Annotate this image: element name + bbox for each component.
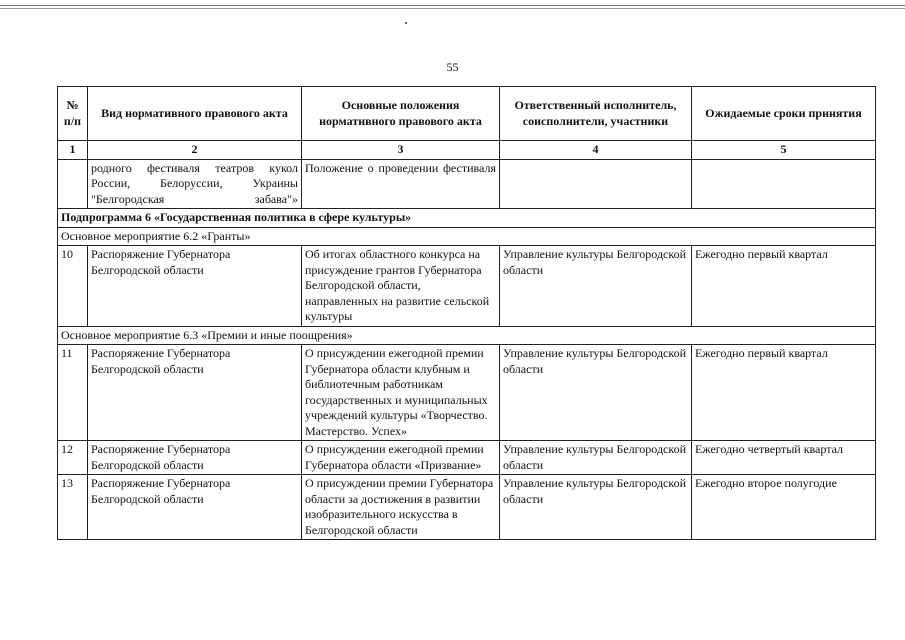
row-timeline: Ежегодно первый квартал bbox=[692, 345, 876, 441]
continuation-provisions: Положение о проведении фестиваля bbox=[302, 159, 500, 209]
header-act-type: Вид нормативного правового акта bbox=[88, 87, 302, 141]
row-act-type: Распоряжение Губернатора Белгородской области bbox=[88, 475, 302, 540]
row-provisions: Об итогах областного конкурса на присуждение грантов Губернатора Белгородской области, направленных на развитие сельской культуры bbox=[302, 246, 500, 327]
column-number: 3 bbox=[302, 141, 500, 160]
row-timeline: Ежегодно второе полугодие bbox=[692, 475, 876, 540]
continuation-number bbox=[58, 159, 88, 209]
column-number: 1 bbox=[58, 141, 88, 160]
header-provisions: Основные положения нормативного правового акта bbox=[302, 87, 500, 141]
row-provisions: О присуждении ежегодной премии Губернатора области клубным и библиотечным работникам государственных и муниципальных учреждений культуры «Творчество. Мастерство. Успех» bbox=[302, 345, 500, 441]
activity-title-6-3: Основное мероприятие 6.3 «Премии и иные поощрения» bbox=[58, 326, 876, 345]
table-row bbox=[58, 246, 876, 327]
row-act-type: Распоряжение Губернатора Белгородской области bbox=[88, 345, 302, 441]
continuation-row bbox=[58, 159, 876, 209]
row-number: 10 bbox=[58, 246, 88, 327]
row-number: 13 bbox=[58, 475, 88, 540]
row-provisions: О присуждении премии Губернатора области за достижения в развитии изобразительного искусства в Белгородской области bbox=[302, 475, 500, 540]
continuation-timeline bbox=[692, 159, 876, 209]
header-number: № п/п bbox=[58, 87, 88, 141]
scan-border-line-second bbox=[0, 8, 905, 9]
row-executor: Управление культуры Белгородской области bbox=[500, 475, 692, 540]
continuation-act-type: родного фестиваля театров кукол России, Белоруссии, Украины "Белгородская забава"» bbox=[88, 159, 302, 209]
row-executor: Управление культуры Белгородской области bbox=[500, 246, 692, 327]
table-row bbox=[58, 475, 876, 540]
row-timeline: Ежегодно четвертый квартал bbox=[692, 441, 876, 475]
header-timeline: Ожидаемые сроки принятия bbox=[692, 87, 876, 141]
row-act-type: Распоряжение Губернатора Белгородской области bbox=[88, 441, 302, 475]
row-act-type: Распоряжение Губернатора Белгородской области bbox=[88, 246, 302, 327]
row-number: 11 bbox=[58, 345, 88, 441]
row-number: 12 bbox=[58, 441, 88, 475]
column-number: 5 bbox=[692, 141, 876, 160]
regulatory-acts-table bbox=[57, 86, 876, 540]
table-row bbox=[58, 441, 876, 475]
scan-border-line-top bbox=[0, 5, 905, 6]
column-number: 4 bbox=[500, 141, 692, 160]
column-numbers-row bbox=[58, 141, 876, 160]
page-number: 55 bbox=[446, 60, 459, 74]
subprogram-row bbox=[58, 209, 876, 228]
row-executor: Управление культуры Белгородской области bbox=[500, 441, 692, 475]
subprogram-title: Подпрограмма 6 «Государственная политика в сфере культуры» bbox=[58, 209, 876, 228]
header-executor: Ответственный исполнитель, соисполнители, участники bbox=[500, 87, 692, 141]
row-provisions: О присуждении ежегодной премии Губернатора области «Призвание» bbox=[302, 441, 500, 475]
row-timeline: Ежегодно первый квартал bbox=[692, 246, 876, 327]
activity-title-6-2: Основное мероприятие 6.2 «Гранты» bbox=[58, 227, 876, 246]
header-row bbox=[58, 87, 876, 141]
table-row bbox=[58, 345, 876, 441]
column-number: 2 bbox=[88, 141, 302, 160]
continuation-executor bbox=[500, 159, 692, 209]
activity-row bbox=[58, 227, 876, 246]
activity-row bbox=[58, 326, 876, 345]
row-executor: Управление культуры Белгородской области bbox=[500, 345, 692, 441]
scan-speck bbox=[405, 22, 407, 24]
